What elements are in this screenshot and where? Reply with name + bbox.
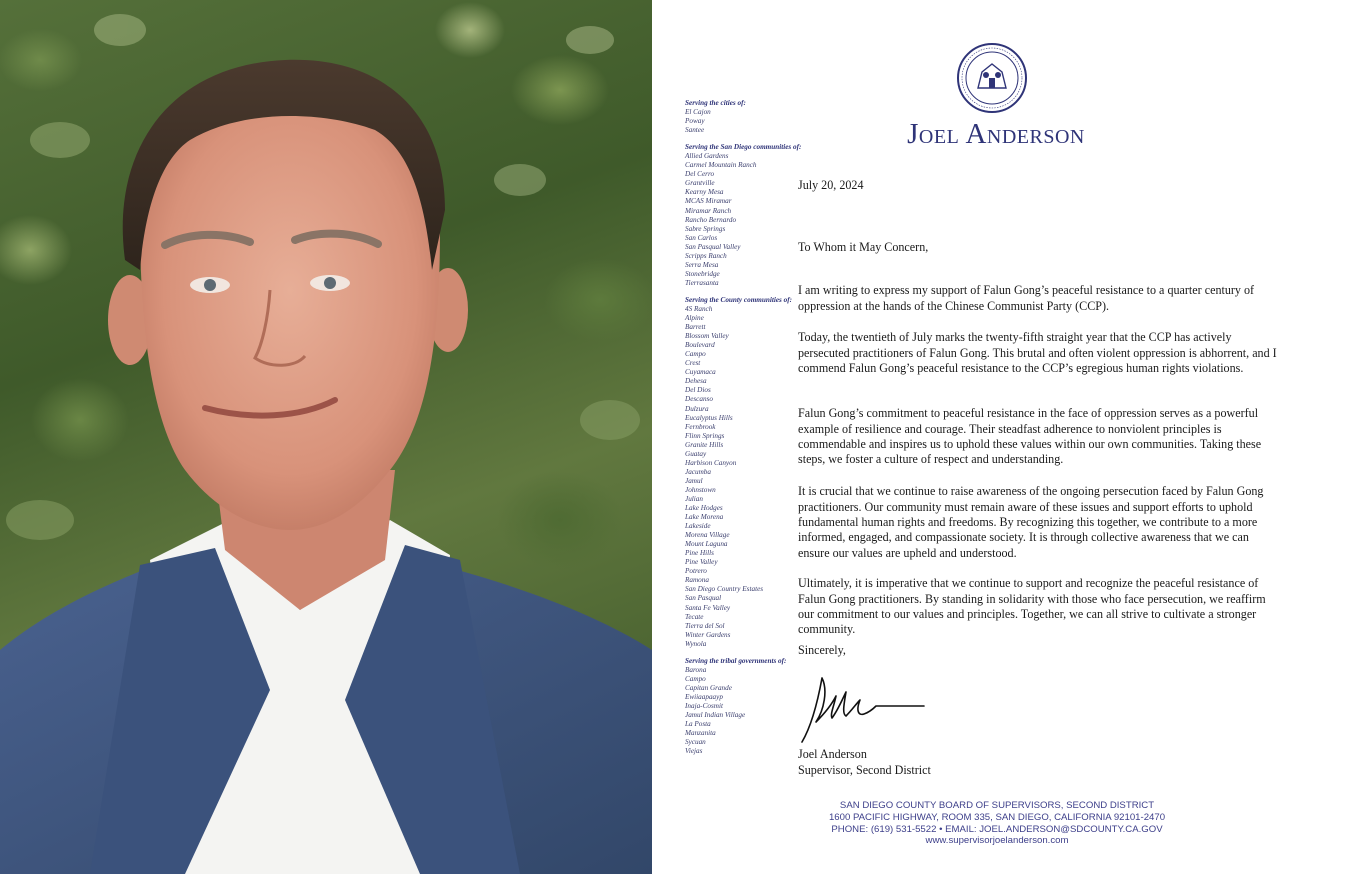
paragraph-4: It is crucial that we continue to raise awareness of the ongoing persecution faced by Falun Gong practitioners. Our community must remain aware of these issues and support efforts to uphold fundamental human rights and freedoms. By recognizing this together, we contribute to a more informed, engaged, and compassionate society. It is through collective awareness that we can ensure our values are upheld and understood. [798,484,1264,560]
letter-date: July 20, 2024 [798,178,864,192]
sidebar-community-item: Wynola [685,639,707,648]
sidebar-community-item: Del Dios [685,386,711,395]
service-area-sidebar [685,99,805,764]
paragraph-1: I am writing to express my support of Falun Gong’s peaceful resistance to a quarter century of oppression at the hands of the Chinese Communist Party (CCP). [798,283,1255,313]
sidebar-community-item: Inaja-Cosmit [685,702,723,710]
sidebar-community-item: Lakeside [685,522,711,531]
sidebar-community-item: Winter Gardens [685,630,731,639]
sidebar-community-item: MCAS Miramar [685,197,732,206]
signer-name: Joel Anderson [798,747,867,761]
sidebar-community-item: Carmel Mountain Ranch [685,161,757,170]
footer-website[interactable]: www.supervisorjoelanderson.com [925,835,1069,847]
sidebar-group-heading: Serving the County communities of: [685,295,793,304]
sidebar-community-item: Harbison Canyon [685,458,737,467]
sidebar-community-item: Santee [685,126,705,135]
sidebar-group-heading: Serving the cities of: [685,99,746,107]
letterhead-footer [772,800,1222,847]
sidebar-community-item: Santa Fe Valley [685,603,731,612]
sidebar-community-item: Del Cerro [685,170,715,179]
handwritten-signature [794,670,934,750]
sidebar-community-item: Jamul Indian Village [685,711,746,720]
salutation: To Whom it May Concern, [798,240,929,254]
sidebar-community-item: Poway [685,117,705,126]
sidebar-community-item: Rancho Bernardo [685,215,737,224]
sidebar-community-item: Jacumba [685,467,711,476]
sidebar-community-item: Dehesa [685,377,707,386]
county-seal-icon [956,42,1028,114]
sidebar-community-item: Serra Mesa [685,260,719,269]
sidebar-group [685,143,805,288]
portrait-illustration [0,0,652,874]
sidebar-community-item: San Pasqual [685,594,722,603]
sidebar-group [685,99,805,135]
sidebar-community-item: Morena Village [685,531,730,540]
sidebar-community-item: Ewiiaapaayp [685,692,723,701]
portrait-photo [0,0,652,874]
sidebar-community-item: Eucalyptus Hills [685,413,733,422]
sidebar-group [685,657,805,757]
paragraph-2: Today, the twentieth of July marks the twenty-fifth straight year that the CCP has actively persecuted practitioners of Falun Gong. This brutal and often violent oppression is abhorrent, and I commend Falun Gong’s peaceful resistance to the CCP’s egregious human rights violations. [798,330,1277,375]
sidebar-community-item: Alpine [685,314,704,323]
letterhead-name: Joel Anderson [907,118,1085,150]
sidebar-community-item: Crest [685,359,701,368]
face [140,95,440,530]
footer-contact: PHONE: (619) 531-5522 • EMAIL: JOEL.ANDERSON@SDCOUNTY.CA.GOV [831,823,1163,835]
sidebar-community-item: Barona [685,665,707,674]
sidebar-community-item: Lake Morena [685,513,724,522]
sidebar-community-item: Scripps Ranch [685,251,727,260]
sidebar-community-item: Guatay [685,449,707,458]
sidebar-community-item: Fernbrook [685,422,716,431]
sidebar-community-item: Tierrasanta [685,278,719,287]
sidebar-community-item: Tierra del Sol [685,621,725,630]
sidebar-community-item: Boulevard [685,341,715,350]
sidebar-community-item: Sycuan [685,738,706,747]
sidebar-community-item: Grantville [685,179,715,188]
sidebar-community-item: Stonebridge [685,269,720,278]
sidebar-community-item: El Cajon [685,108,711,117]
sidebar-group-heading: Serving the San Diego communities of: [685,143,802,152]
sidebar-community-item: Granite Hills [685,440,724,449]
sidebar-group-heading: Serving the tribal governments of: [685,656,787,665]
sidebar-community-item: Blossom Valley [685,332,729,341]
footer-address: 1600 PACIFIC HIGHWAY, ROOM 335, SAN DIEGO, CALIFORNIA 92101-2470 [828,811,1166,823]
sidebar-community-item: Julian [685,494,703,503]
sidebar-community-item: Mount Laguna [685,540,728,549]
footer-office: SAN DIEGO COUNTY BOARD OF SUPERVISORS, SECOND DISTRICT [839,800,1155,811]
sidebar-community-item: Capitan Grande [685,683,732,692]
sidebar-community-item: Barrett [685,323,706,332]
sidebar-community-item: Ramona [685,576,709,585]
sidebar-community-item: Manzanita [685,729,716,738]
sidebar-community-item: Potrero [685,567,707,576]
sidebar-community-item: Pine Hills [685,549,714,558]
closing: Sincerely, [798,643,846,657]
sidebar-community-item: Cuyamaca [685,368,716,377]
sidebar-community-item: Kearny Mesa [685,188,724,197]
sidebar-community-item: Viejas [685,747,703,756]
sidebar-community-item: La Posta [685,720,711,729]
letter-page [652,0,1350,874]
sidebar-community-item: Descanso [685,395,713,404]
sidebar-community-item: Flinn Springs [685,431,725,440]
paragraph-5: Ultimately, it is imperative that we continue to support and recognize the peaceful resistance of Falun Gong practitioners. By standing in solidarity with those who face persecution, we reaffirm our commitment to our values and principles. Together, we can all strive to cultivate a stronger community. [798,576,1266,637]
sidebar-community-item: Jamul [685,476,703,485]
paragraph-3: Falun Gong’s commitment to peaceful resistance in the face of oppression serves as a powerful example of resilience and courage. Their steadfast adherence to nonviolent principles is commendable and inspires us to uphold these values within our own communities. Taking these steps, we foster a culture of respect and understanding. [798,406,1262,467]
sidebar-group [685,296,805,649]
sidebar-community-item: Miramar Ranch [685,206,732,215]
sidebar-community-item: 4S Ranch [685,304,713,313]
sidebar-community-item: San Carlos [685,233,718,242]
sidebar-community-item: Sabre Springs [685,224,726,233]
sidebar-community-item: Allied Gardens [685,152,729,161]
sidebar-community-item: Johnstown [685,485,716,494]
sidebar-community-item: Dulzura [685,404,709,413]
sidebar-community-item: Campo [685,674,706,683]
sidebar-community-item: San Pasqual Valley [685,242,741,251]
sidebar-community-item: Lake Hodges [685,504,723,513]
sidebar-community-item: Tecate [685,612,704,621]
sidebar-community-item: Campo [685,350,706,359]
signer-title: Supervisor, Second District [798,763,931,777]
sidebar-community-item: Pine Valley [685,558,718,567]
sidebar-community-item: San Diego Country Estates [685,585,764,594]
